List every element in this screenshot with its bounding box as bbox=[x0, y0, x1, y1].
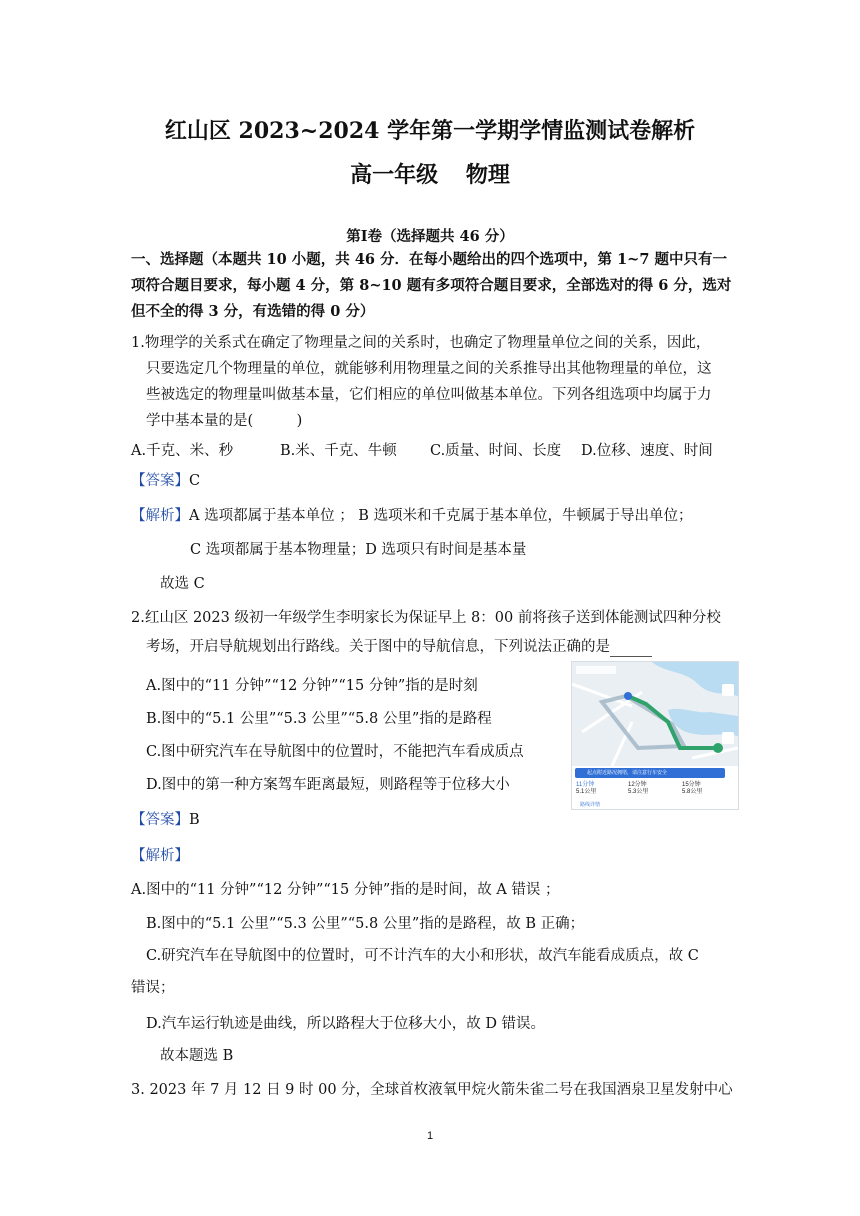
analysis-tag: 【解析】 bbox=[131, 848, 189, 864]
option-b: B.米、千克、牛顿 bbox=[280, 443, 397, 459]
analysis-line: 【解析】A 选项都属于基本单位 ； B 选项米和千克属于基本单位，牛顿属于导出单位； bbox=[131, 508, 693, 524]
instruction-line: 项符合题目要求，每小题 4 分，第 8~10 题有多项符合题目要求，全部选对的得 6 分，选对 bbox=[131, 277, 732, 294]
map-graphic bbox=[572, 662, 738, 766]
route-option-3: 15分钟 5.8公里 bbox=[682, 782, 703, 795]
document-title: 红山区 2023~2024 学年第一学期学情监测试卷解析 bbox=[164, 118, 696, 144]
analysis-tag: 【解析】 bbox=[131, 508, 189, 524]
analysis-line: A.图中的“11 分钟”“12 分钟”“15 分钟”指的是时间，故 A 错误 ； bbox=[131, 882, 560, 898]
page-number: 1 bbox=[426, 1130, 434, 1142]
option-a: A.图中的“11 分钟”“12 分钟”“15 分钟”指的是时刻 bbox=[146, 678, 478, 694]
route-option-2: 12分钟 5.3公里 bbox=[628, 782, 649, 795]
answer-line bbox=[131, 471, 200, 491]
instruction-line: 一、选择题（本题共 10 小题，共 46 分．在每小题给出的四个选项中，第 1~7 题中只有一 bbox=[131, 251, 727, 268]
answer-line bbox=[131, 810, 200, 830]
analysis-line: B.图中的“5.1 公里”“5.3 公里”“5.8 公里”指的是路程，故 B 正确； bbox=[146, 916, 585, 932]
question-stem: 1.物理学的关系式在确定了物理量之间的关系时，也确定了物理量单位之间的关系，因此， bbox=[131, 335, 711, 351]
option-c: C.图中研究汽车在导航图中的位置时，不能把汽车看成质点 bbox=[146, 744, 524, 760]
option-a: A.千克、米、秒 bbox=[131, 443, 234, 459]
option-b: B.图中的“5.1 公里”“5.3 公里”“5.8 公里”指的是路程 bbox=[146, 711, 492, 727]
analysis-line: D.汽车运行轨迹是曲线，所以路程大于位移大小，故 D 错误。 bbox=[146, 1016, 546, 1032]
subject-label: 物理 bbox=[465, 162, 510, 188]
route-details-link: 路线详情 bbox=[580, 802, 601, 808]
analysis-conclusion: 故选 C bbox=[160, 576, 205, 592]
grade-label: 高一年级 bbox=[350, 162, 439, 188]
question-stem: 2.红山区 2023 级初一年级学生李明家长为保证早上 8：00 前将孩子送到体能测试四种分校 bbox=[131, 610, 721, 626]
option-d: D.图中的第一种方案驾车距离最短，则路程等于位移大小 bbox=[146, 777, 510, 793]
option-d: D.位移、速度、时间 bbox=[581, 443, 713, 459]
question-stem: 只要选定几个物理量的单位，就能够利用物理量之间的关系推导出其他物理量的单位，这 bbox=[146, 361, 712, 377]
answer-value: C bbox=[189, 473, 201, 489]
question-stem: 些被选定的物理量叫做基本量，它们相应的单位叫做基本单位。下列各组选项中均属于力 bbox=[146, 387, 712, 403]
instruction-line: 但不全的得 3 分，有选错的得 0 分） bbox=[131, 303, 375, 320]
analysis-conclusion: 故本题选 B bbox=[160, 1048, 234, 1064]
answer-tag: 【答案】 bbox=[131, 812, 189, 828]
option-c: C.质量、时间、长度 bbox=[430, 443, 562, 459]
answer-value: B bbox=[189, 812, 200, 828]
navigation-map-figure bbox=[571, 661, 739, 810]
question-stem: 3. 2023 年 7 月 12 日 9 时 00 分，全球首枚液氧甲烷火箭朱雀二号在我国酒泉卫星发射中心 bbox=[131, 1082, 733, 1098]
question-stem: 考场，开启导航规划出行路线。关于图中的导航信息，下列说法正确的是 bbox=[146, 637, 652, 657]
answer-tag: 【答案】 bbox=[131, 473, 189, 489]
section-heading: 第Ⅰ卷（选择题共 46 分） bbox=[346, 228, 514, 245]
question-stem: 学中基本量的是( ) bbox=[146, 413, 303, 429]
route-option-1: 11分钟 5.1公里 bbox=[576, 782, 597, 795]
answer-blank bbox=[610, 642, 652, 657]
analysis-line: C 选项都属于基本物理量；D 选项只有时间是基本量 bbox=[190, 542, 527, 558]
document-subtitle bbox=[0, 158, 860, 189]
traffic-banner: 起点附近路况拥堵，请注意行车安全 bbox=[575, 768, 725, 778]
analysis-line: C.研究汽车在导航图中的位置时，可不计汽车的大小和形状，故汽车能看成质点，故 C bbox=[146, 948, 699, 964]
analysis-line: 错误； bbox=[131, 980, 175, 996]
